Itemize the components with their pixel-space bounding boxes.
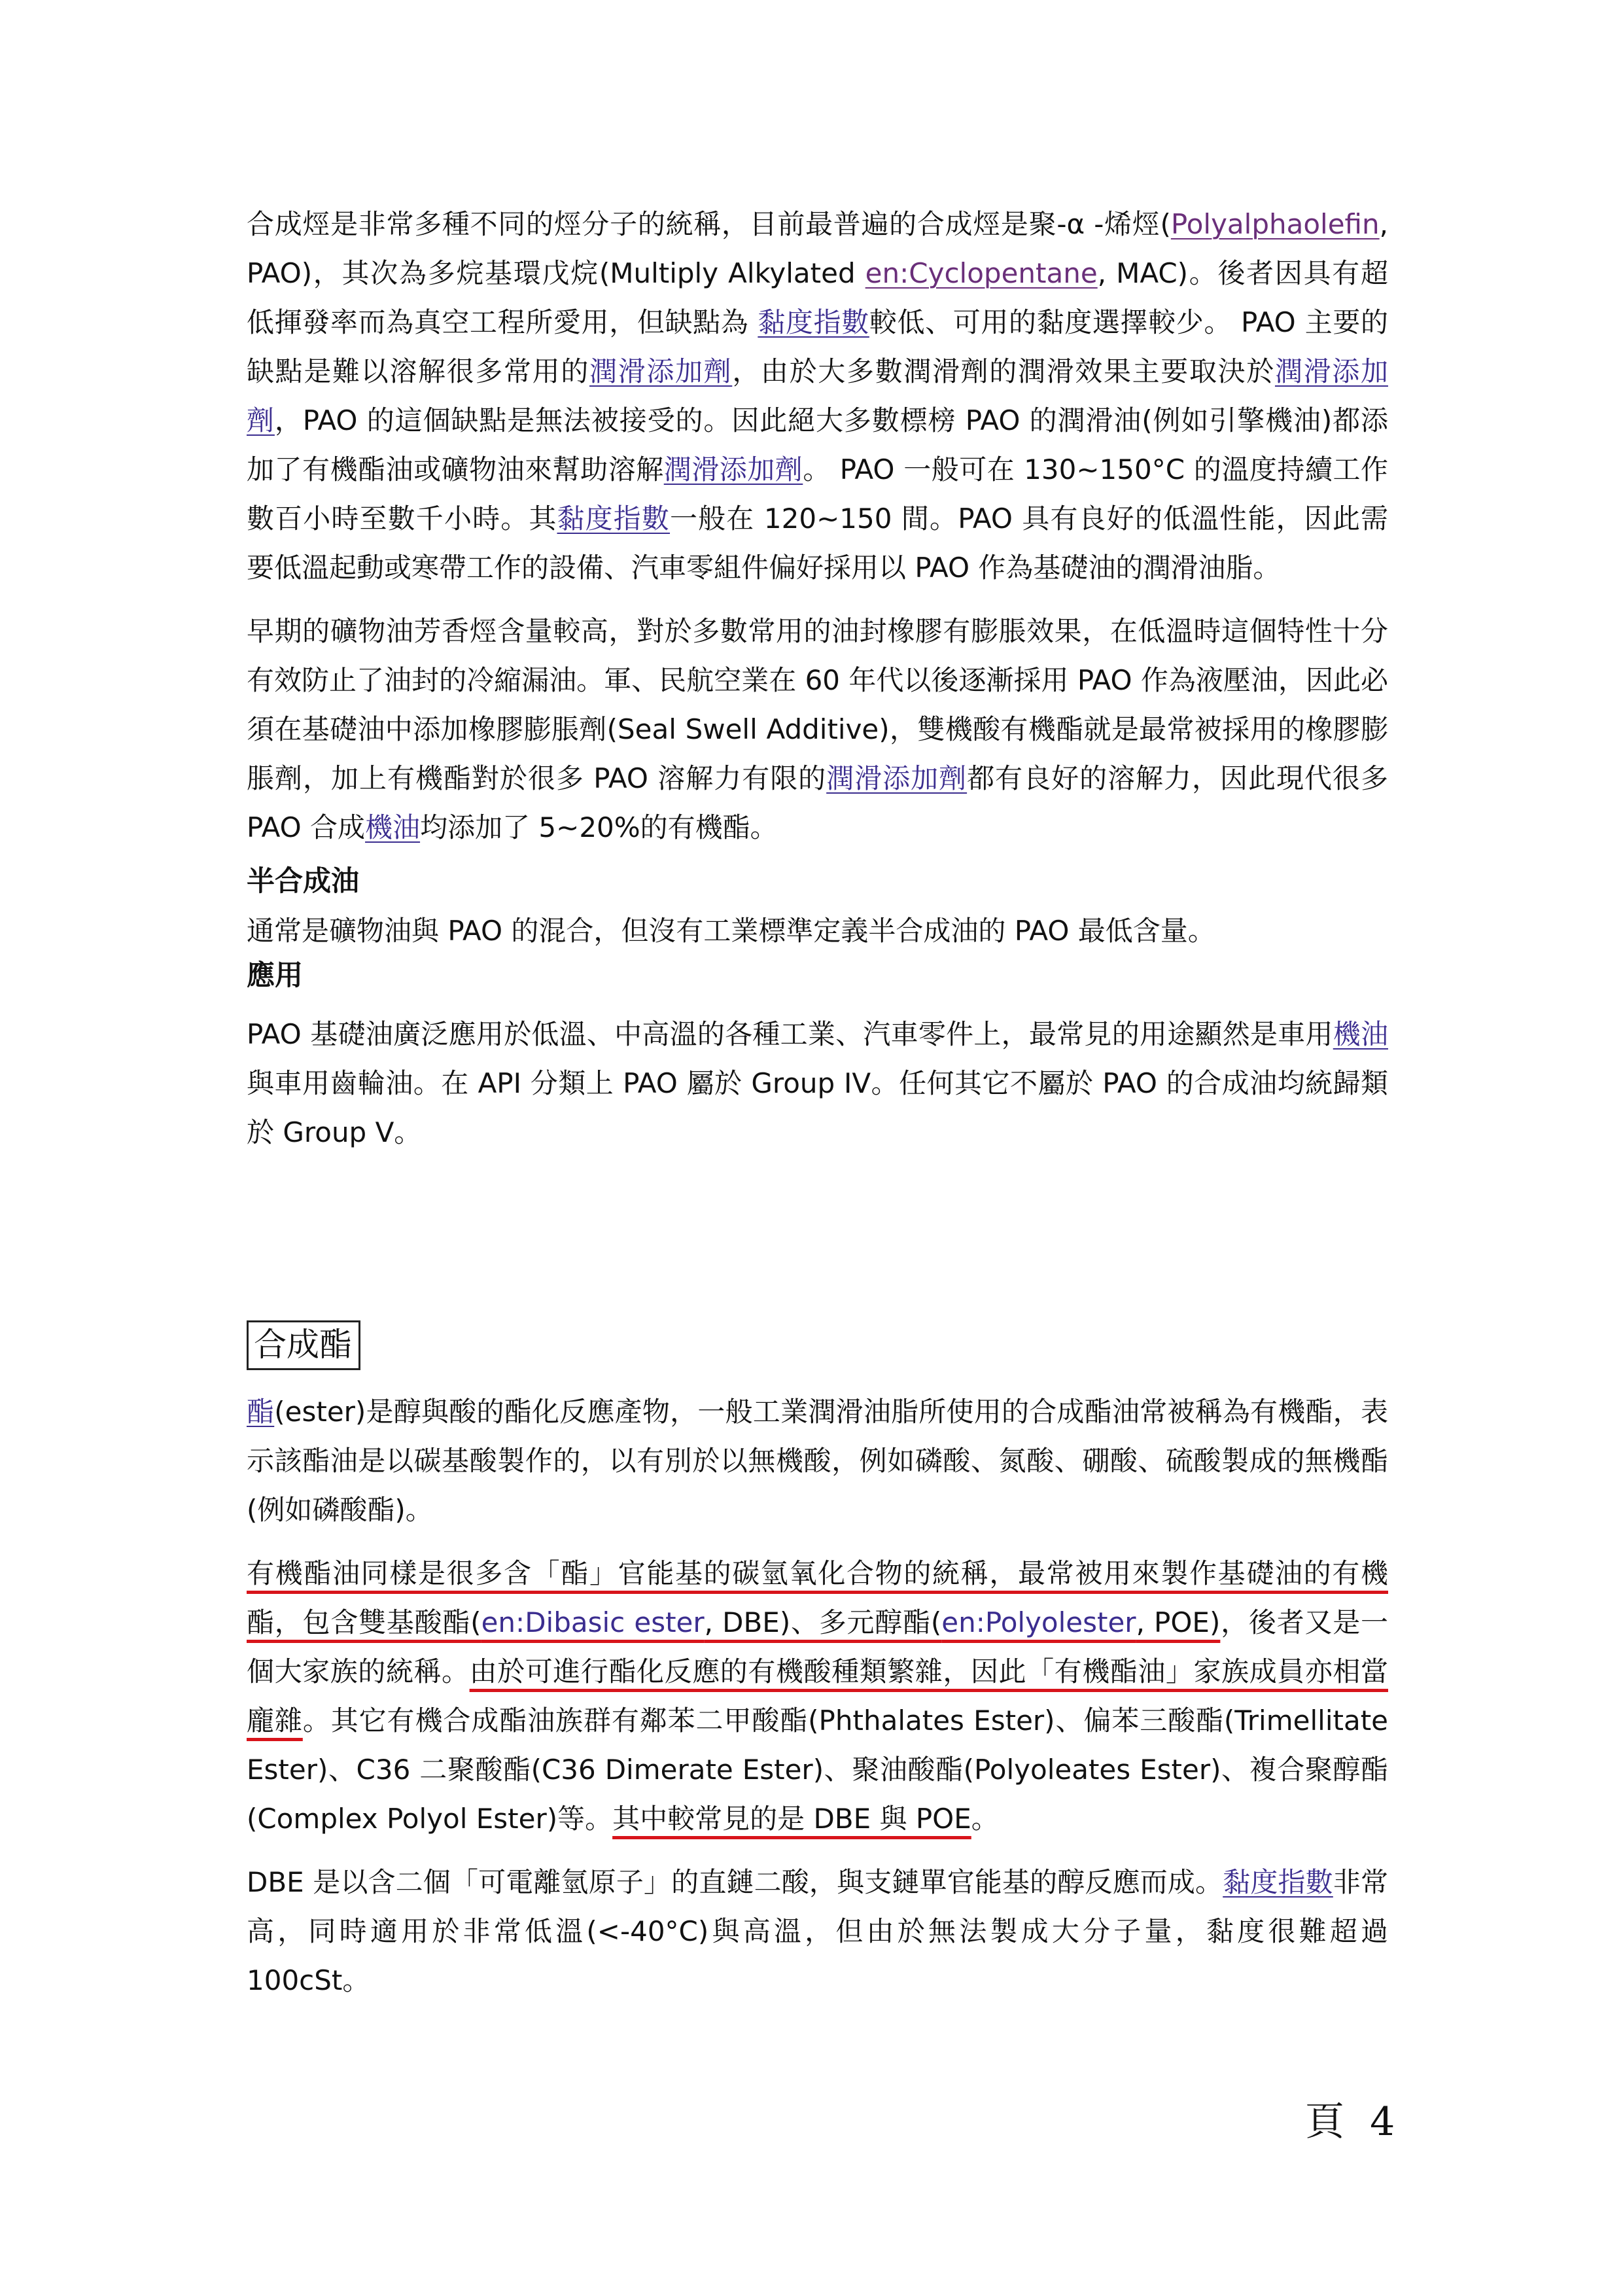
text: , MAC)。後者因具有超低揮發率而為真空工程所愛用，但缺點為 bbox=[247, 257, 1388, 338]
link-en-cyclopentane[interactable]: en:Cyclopentane bbox=[865, 257, 1098, 289]
paragraph-application bbox=[247, 1010, 1388, 1157]
text: DBE 是以含二個「可電離氫原子」的直鏈二酸，與支鏈單官能基的醇反應而成。 bbox=[247, 1866, 1223, 1898]
text: 非常高，同時適用於非常低溫(<-40°C)與高溫，但由於無法製成大分子量，黏度很難超過 100cSt。 bbox=[247, 1866, 1388, 1996]
link-en-dibasic-ester[interactable]: en:Dibasic ester bbox=[481, 1606, 705, 1638]
text: 都有良好的溶解力，因此現代很多 PAO 合成 bbox=[247, 762, 1388, 843]
section-pao-text bbox=[247, 200, 1388, 1157]
text: ，由於大多數潤滑劑的潤滑效果主要取決於 bbox=[732, 355, 1275, 387]
text: ，後者又是一個大家族的統稱。 bbox=[247, 1606, 1389, 1687]
link-lubricant-additive[interactable]: 潤滑添加劑 bbox=[663, 453, 803, 486]
link-lubricant-additive[interactable]: 潤滑添加劑 bbox=[247, 355, 1388, 436]
paragraph-synthetic-hydrocarbon bbox=[247, 200, 1388, 592]
section-title-synthetic-ester: 合成酯 bbox=[247, 1320, 360, 1370]
text: 。其它有機合成酯油族群有鄰苯二甲酸酯(Phthalates Ester)、偏苯三酸酯(Trimellitate Ester)、C36 二聚酸酯(C36 Dimerate Ester)、聚油酸酯(Polyoleates Ester)、複合聚醇酯(Complex Polyol Ester)等。 bbox=[247, 1704, 1388, 1835]
text: , PAO)，其次為多烷基環戊烷(Multiply Alkylated bbox=[247, 208, 1388, 289]
red-underline-annotation: 由於可進行酯化反應的有機酸種類繁雜，因此「有機酯油」家族成員亦相當龐雜 bbox=[247, 1655, 1388, 1737]
paragraph-semi-synthetic: 通常是礦物油與 PAO 的混合，但沒有工業標準定義半合成油的 PAO 最低含量。 bbox=[247, 915, 1215, 947]
red-underline-annotation: , POE) bbox=[1136, 1606, 1221, 1638]
paragraph-dbe bbox=[247, 1858, 1388, 2005]
text: 合成烴是非常多種不同的烴分子的統稱，目前最普遍的合成烴是聚-α -烯烴( bbox=[247, 208, 1171, 240]
paragraph-mineral-oil-history bbox=[247, 607, 1388, 852]
link-viscosity-index[interactable]: 黏度指數 bbox=[1223, 1866, 1333, 1898]
link-lubricant-additive[interactable]: 潤滑添加劑 bbox=[589, 355, 733, 387]
text: 較低、可用的黏度選擇較少。 PAO 主要的缺點是難以溶解很多常用的 bbox=[247, 306, 1388, 387]
link-viscosity-index[interactable]: 黏度指數 bbox=[557, 503, 671, 535]
link-ester[interactable]: 酯 bbox=[247, 1396, 275, 1428]
text: (ester)是醇與酸的酯化反應產物，一般工業潤滑油脂所使用的合成酯油常被稱為有機酯，表示該酯油是以碳基酸製作的，以有別於以無機酸，例如磷酸、氮酸、硼酸、硫酸製成的無機酯(例如磷酸酯)。 bbox=[247, 1396, 1388, 1526]
page-number: 頁 4 bbox=[1305, 2099, 1402, 2145]
link-polyalphaolefin[interactable]: Polyalphaolefin bbox=[1170, 208, 1380, 240]
section-ester-text bbox=[247, 1387, 1388, 2005]
paragraph-organic-ester bbox=[247, 1549, 1388, 1843]
heading-semi-synthetic: 半合成油 bbox=[247, 865, 359, 898]
text: 一般在 120~150 間。PAO 具有良好的低溫性能，因此需要低溫起動或寒帶工作的設備、汽車零組件偏好採用以 PAO 作為基礎油的潤滑油脂。 bbox=[247, 503, 1388, 584]
text: PAO 基礎油廣泛應用於低溫、中高溫的各種工業、汽車零件上，最常見的用途顯然是車用 bbox=[247, 1018, 1333, 1050]
red-underline-annotation: , DBE)、多元醇酯( bbox=[704, 1606, 942, 1638]
text: 。 PAO 一般可在 130~150°C 的溫度持續工作數百小時至數千小時。其 bbox=[247, 453, 1388, 535]
text: 早期的礦物油芳香烴含量較高，對於多數常用的油封橡膠有膨脹效果，在低溫時這個特性十分有效防止了油封的冷縮漏油。軍、民航空業在 60 年代以後逐漸採用 PAO 作為液壓油，因此必須在基礎油中添加橡膠膨脹劑(Seal Swell Additive)，雙機酸有機酯就是最常被採用的橡膠膨脹劑，加上有機酯對於很多 PAO 溶解力有限的 bbox=[247, 615, 1388, 794]
red-underline-annotation: 其中較常見的是 DBE 與 POE bbox=[612, 1803, 971, 1835]
text: ，PAO 的這個缺點是無法被接受的。因此絕大多數標榜 PAO 的潤滑油(例如引擎機油)都添加了有機酯油或礦物油來幫助溶解 bbox=[247, 404, 1388, 486]
link-viscosity-index[interactable]: 黏度指數 bbox=[758, 306, 869, 338]
paragraph-ester-definition bbox=[247, 1387, 1388, 1534]
link-lubricant-additive[interactable]: 潤滑添加劑 bbox=[826, 762, 968, 794]
text: 。 bbox=[971, 1803, 999, 1835]
link-engine-oil[interactable]: 機油 bbox=[1333, 1018, 1388, 1050]
red-underline-annotation: 有機酯油同樣是很多含「酯」官能基的碳氫氧化合物的統稱，最常被用來製作基礎油的有機酯，包含雙基酸酯( bbox=[247, 1557, 1388, 1638]
link-en-polyolester[interactable]: en:Polyolester bbox=[941, 1606, 1136, 1638]
link-engine-oil[interactable]: 機油 bbox=[365, 811, 421, 843]
heading-application: 應用 bbox=[247, 959, 303, 992]
text: 均添加了 5~20%的有機酯。 bbox=[420, 811, 778, 843]
text: 與車用齒輪油。在 API 分類上 PAO 屬於 Group IV。任何其它不屬於 PAO 的合成油均統歸類於 Group V。 bbox=[247, 1067, 1388, 1148]
